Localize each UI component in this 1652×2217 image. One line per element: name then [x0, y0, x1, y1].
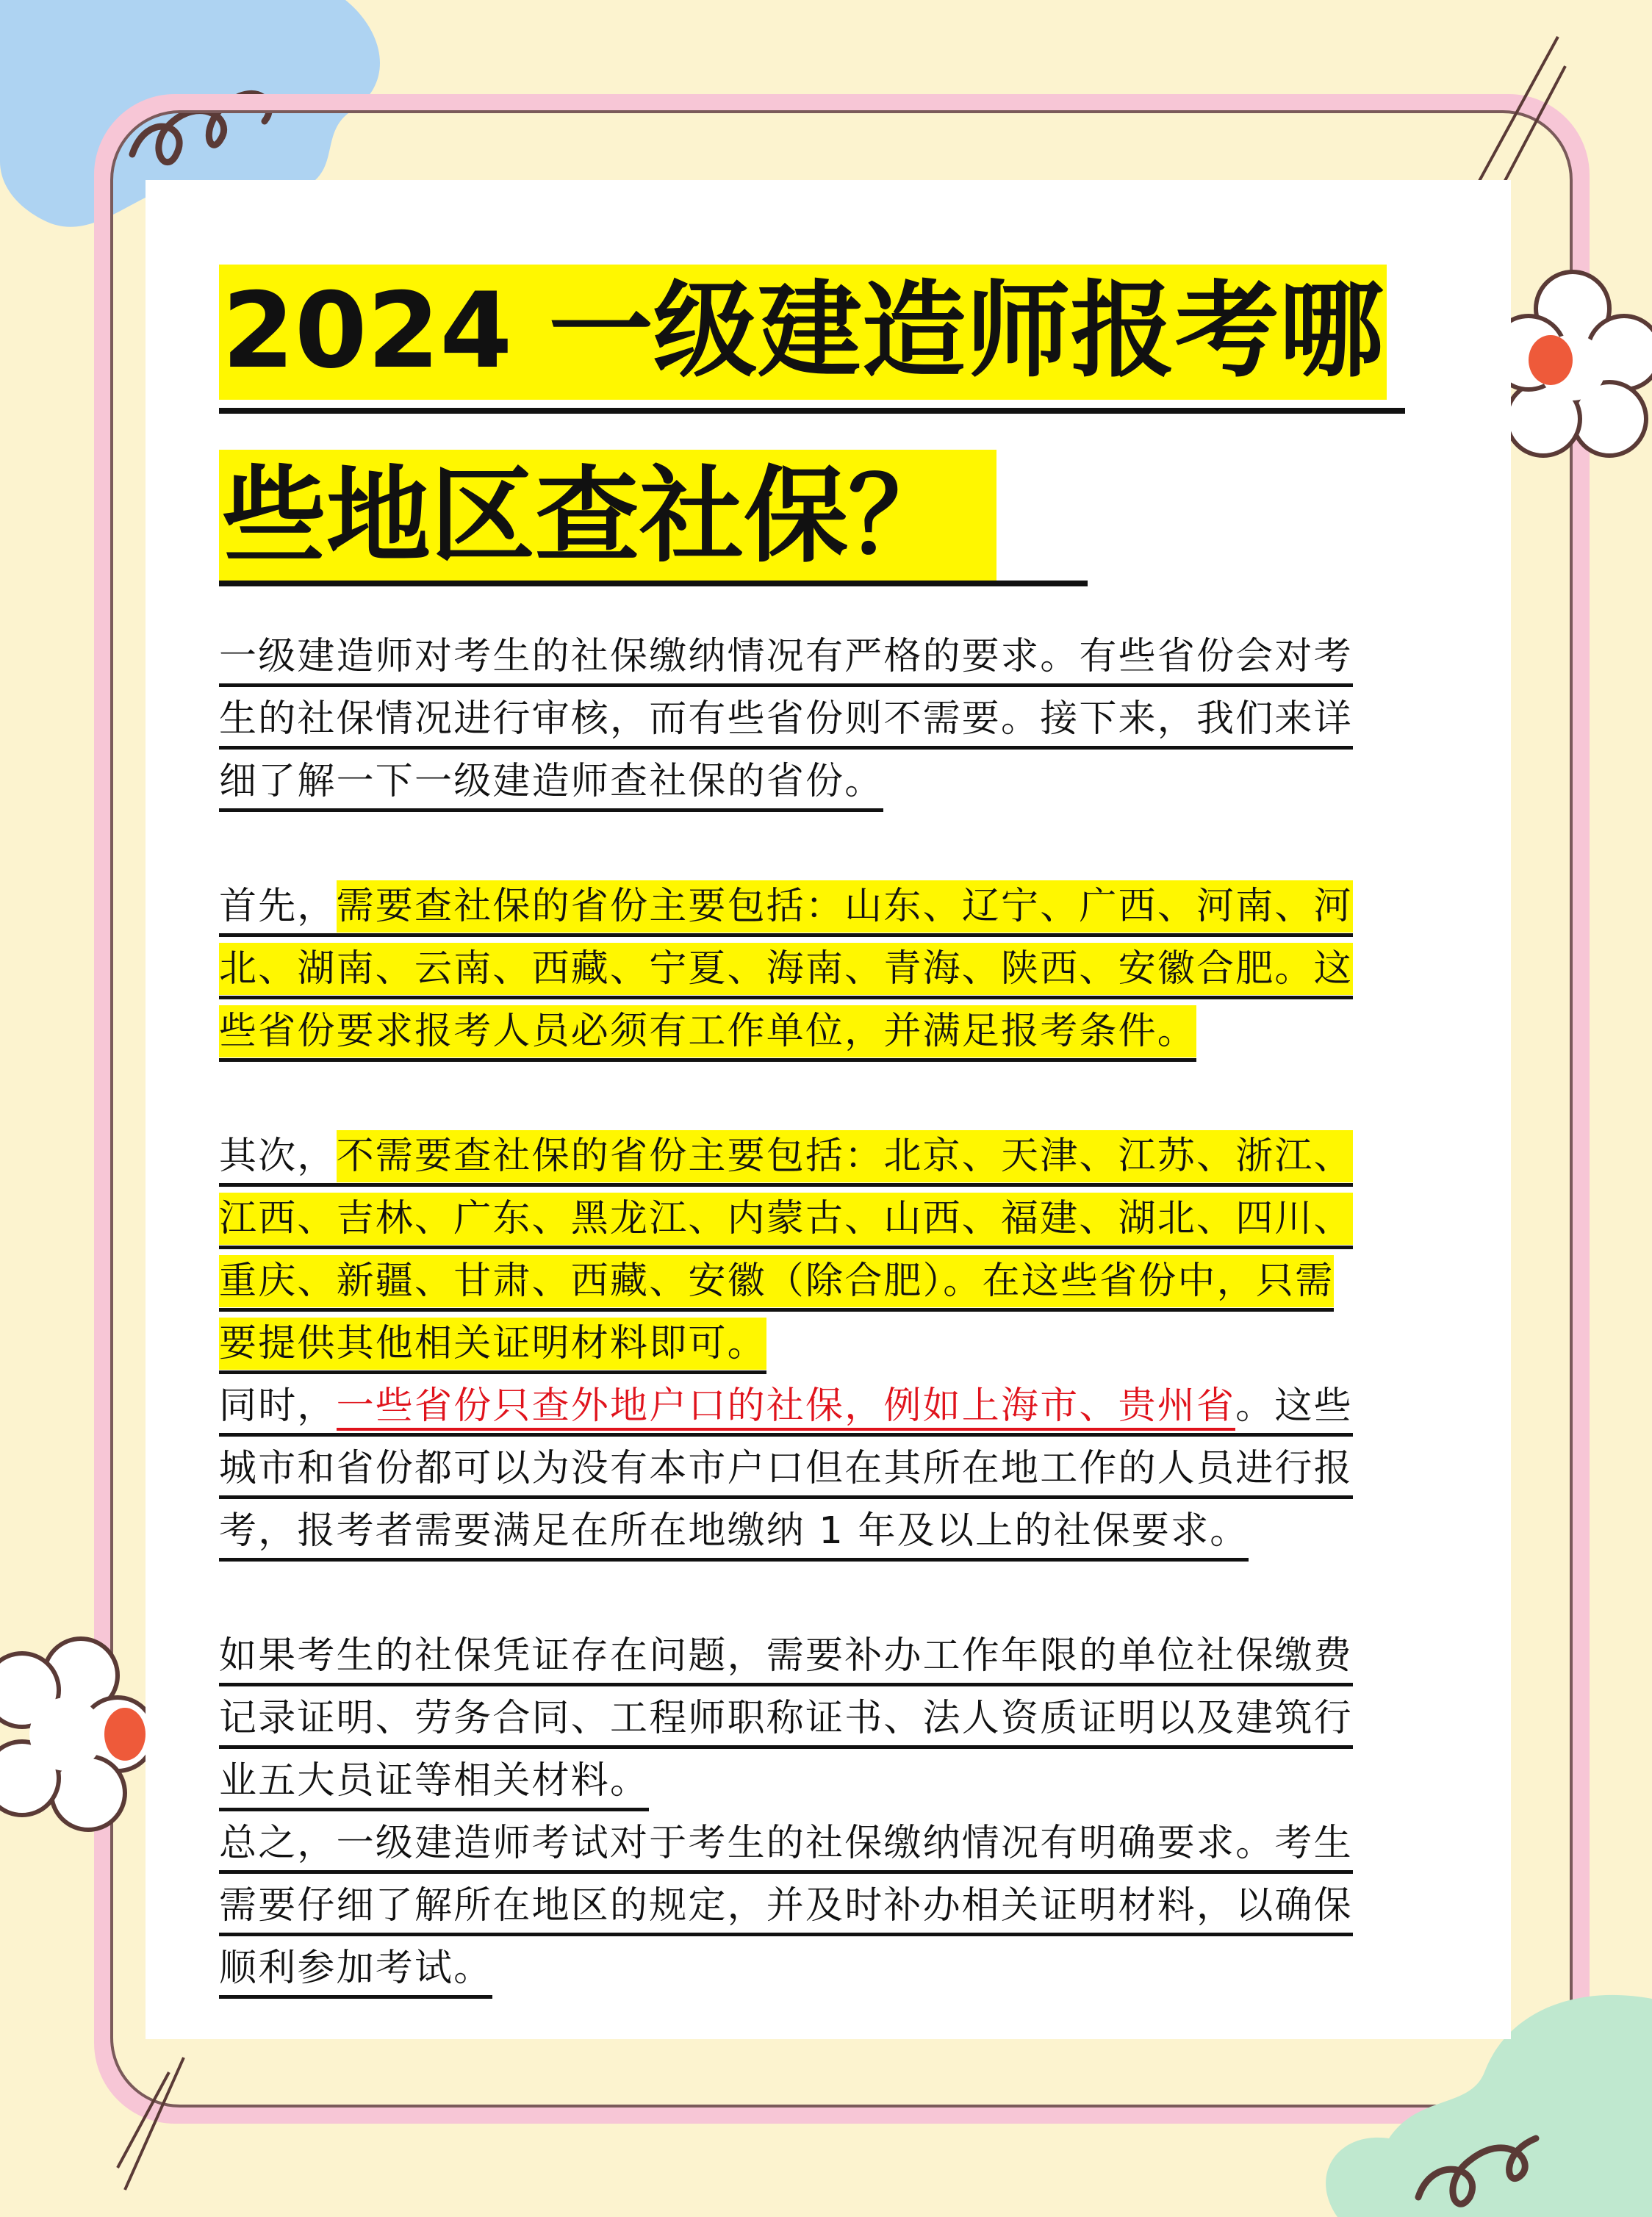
text-line: [219, 1817, 1439, 1880]
paragraph: [219, 630, 1439, 818]
highlighted-text: 北、湖南、云南、西藏、宁夏、海南、青海、陕西、安徽合肥。这: [219, 943, 1353, 995]
flower-left-icon: [0, 1631, 154, 1837]
highlighted-text: 要提供其他相关证明材料即可。: [219, 1318, 766, 1370]
text-line: [219, 880, 1439, 943]
text-line: [219, 630, 1439, 693]
text-line: [219, 1505, 1439, 1567]
text-segment: 。这些: [1235, 1384, 1353, 1428]
text-segment: 总之，一级建造师考试对于考生的社保缴纳情况有明确要求。考生: [219, 1822, 1353, 1865]
paragraph-spacer: [219, 1068, 1439, 1130]
text-line: [219, 1630, 1439, 1692]
paragraph-spacer: [219, 1567, 1439, 1630]
red-emphasis-text: 一些省份只查外地户口的社保，例如上海市、贵州省: [337, 1384, 1236, 1431]
page-title-line-2: [219, 450, 996, 585]
text-line: [219, 1755, 1439, 1817]
text-line: [219, 1193, 1439, 1255]
title-underline: [219, 581, 1088, 586]
underlined-text: [219, 1942, 492, 1999]
highlighted-text: 重庆、新疆、甘肃、西藏、安徽（除合肥）。在这些省份中，只需: [219, 1255, 1334, 1307]
underlined-text: [219, 1692, 1353, 1749]
paragraph: [219, 880, 1439, 1068]
underlined-text: [219, 1817, 1353, 1874]
paragraph-spacer: [219, 818, 1439, 880]
text-segment: 记录证明、劳务合同、工程师职称证书、法人资质证明以及建筑行: [219, 1697, 1353, 1740]
highlighted-text: 需要查社保的省份主要包括：山东、辽宁、广西、河南、河: [337, 880, 1353, 933]
highlighted-text: 些省份要求报考人员必须有工作单位，并满足报考条件。: [219, 1005, 1196, 1057]
text-line: [219, 1380, 1439, 1442]
underlined-text: [219, 1193, 1353, 1249]
text-segment: 生的社保情况进行审核，而有些省份则不需要。接下来，我们来详: [219, 697, 1353, 741]
text-segment: 其次，: [219, 1135, 337, 1178]
underlined-text: [219, 1130, 1353, 1187]
underlined-text: [219, 1318, 766, 1374]
underlined-text: [219, 693, 1353, 750]
underlined-text: [219, 943, 1353, 999]
text-segment: 首先，: [219, 885, 337, 928]
underlined-text: [219, 1880, 1353, 1936]
text-line: [219, 1005, 1439, 1068]
page-title-line-1: [219, 265, 1387, 400]
text-segment: 城市和省份都可以为没有本市户口但在其所在地工作的人员进行报: [219, 1447, 1353, 1490]
article-body: [219, 630, 1439, 2005]
underlined-text: [219, 1505, 1249, 1562]
underlined-text: [219, 880, 1353, 937]
underlined-text: [219, 1005, 1196, 1062]
title-highlight: 些地区查社保？: [219, 450, 996, 585]
text-line: [219, 1255, 1439, 1318]
underlined-text: [219, 1255, 1334, 1312]
paragraph: [219, 1817, 1439, 2005]
text-line: [219, 1880, 1439, 1942]
text-segment: 需要仔细了解所在地区的规定，并及时补办相关证明材料，以确保: [219, 1884, 1353, 1927]
text-segment: 顺利参加考试。: [219, 1947, 493, 1990]
text-line: [219, 1130, 1439, 1193]
text-line: [219, 1942, 1439, 2005]
text-line: [219, 1692, 1439, 1755]
underlined-text: [219, 630, 1353, 687]
text-segment: 如果考生的社保凭证存在问题，需要补办工作年限的单位社保缴费: [219, 1634, 1353, 1678]
underlined-text: [219, 1380, 1353, 1437]
text-segment: 一级建造师对考生的社保缴纳情况有严格的要求。有些省份会对考: [219, 635, 1353, 678]
text-segment: 业五大员证等相关材料。: [219, 1759, 650, 1803]
text-line: [219, 755, 1439, 818]
underlined-text: [219, 1630, 1353, 1686]
title-underline: [219, 408, 1405, 414]
text-line: [219, 1442, 1439, 1505]
text-segment: 细了解一下一级建造师查社保的省份。: [219, 760, 884, 803]
paragraph: [219, 1630, 1439, 1817]
text-line: [219, 943, 1439, 1005]
underlined-text: [219, 755, 883, 812]
paragraph: [219, 1130, 1439, 1380]
underlined-text: [219, 1755, 649, 1811]
highlighted-text: 不需要查社保的省份主要包括：北京、天津、江苏、浙江、: [337, 1130, 1353, 1182]
scribble-lines-bottom-decoration: [110, 2043, 198, 2205]
paragraph: [219, 1380, 1439, 1567]
text-segment: 考，报考者需要满足在所在地缴纳 1 年及以上的社保要求。: [219, 1509, 1249, 1553]
text-line: [219, 693, 1439, 755]
text-line: [219, 1318, 1439, 1380]
underlined-text: [219, 1442, 1353, 1499]
text-segment: 同时，: [219, 1384, 337, 1428]
title-highlight: 2024 一级建造师报考哪: [219, 265, 1387, 400]
highlighted-text: 江西、吉林、广东、黑龙江、内蒙古、山西、福建、湖北、四川、: [219, 1193, 1353, 1245]
